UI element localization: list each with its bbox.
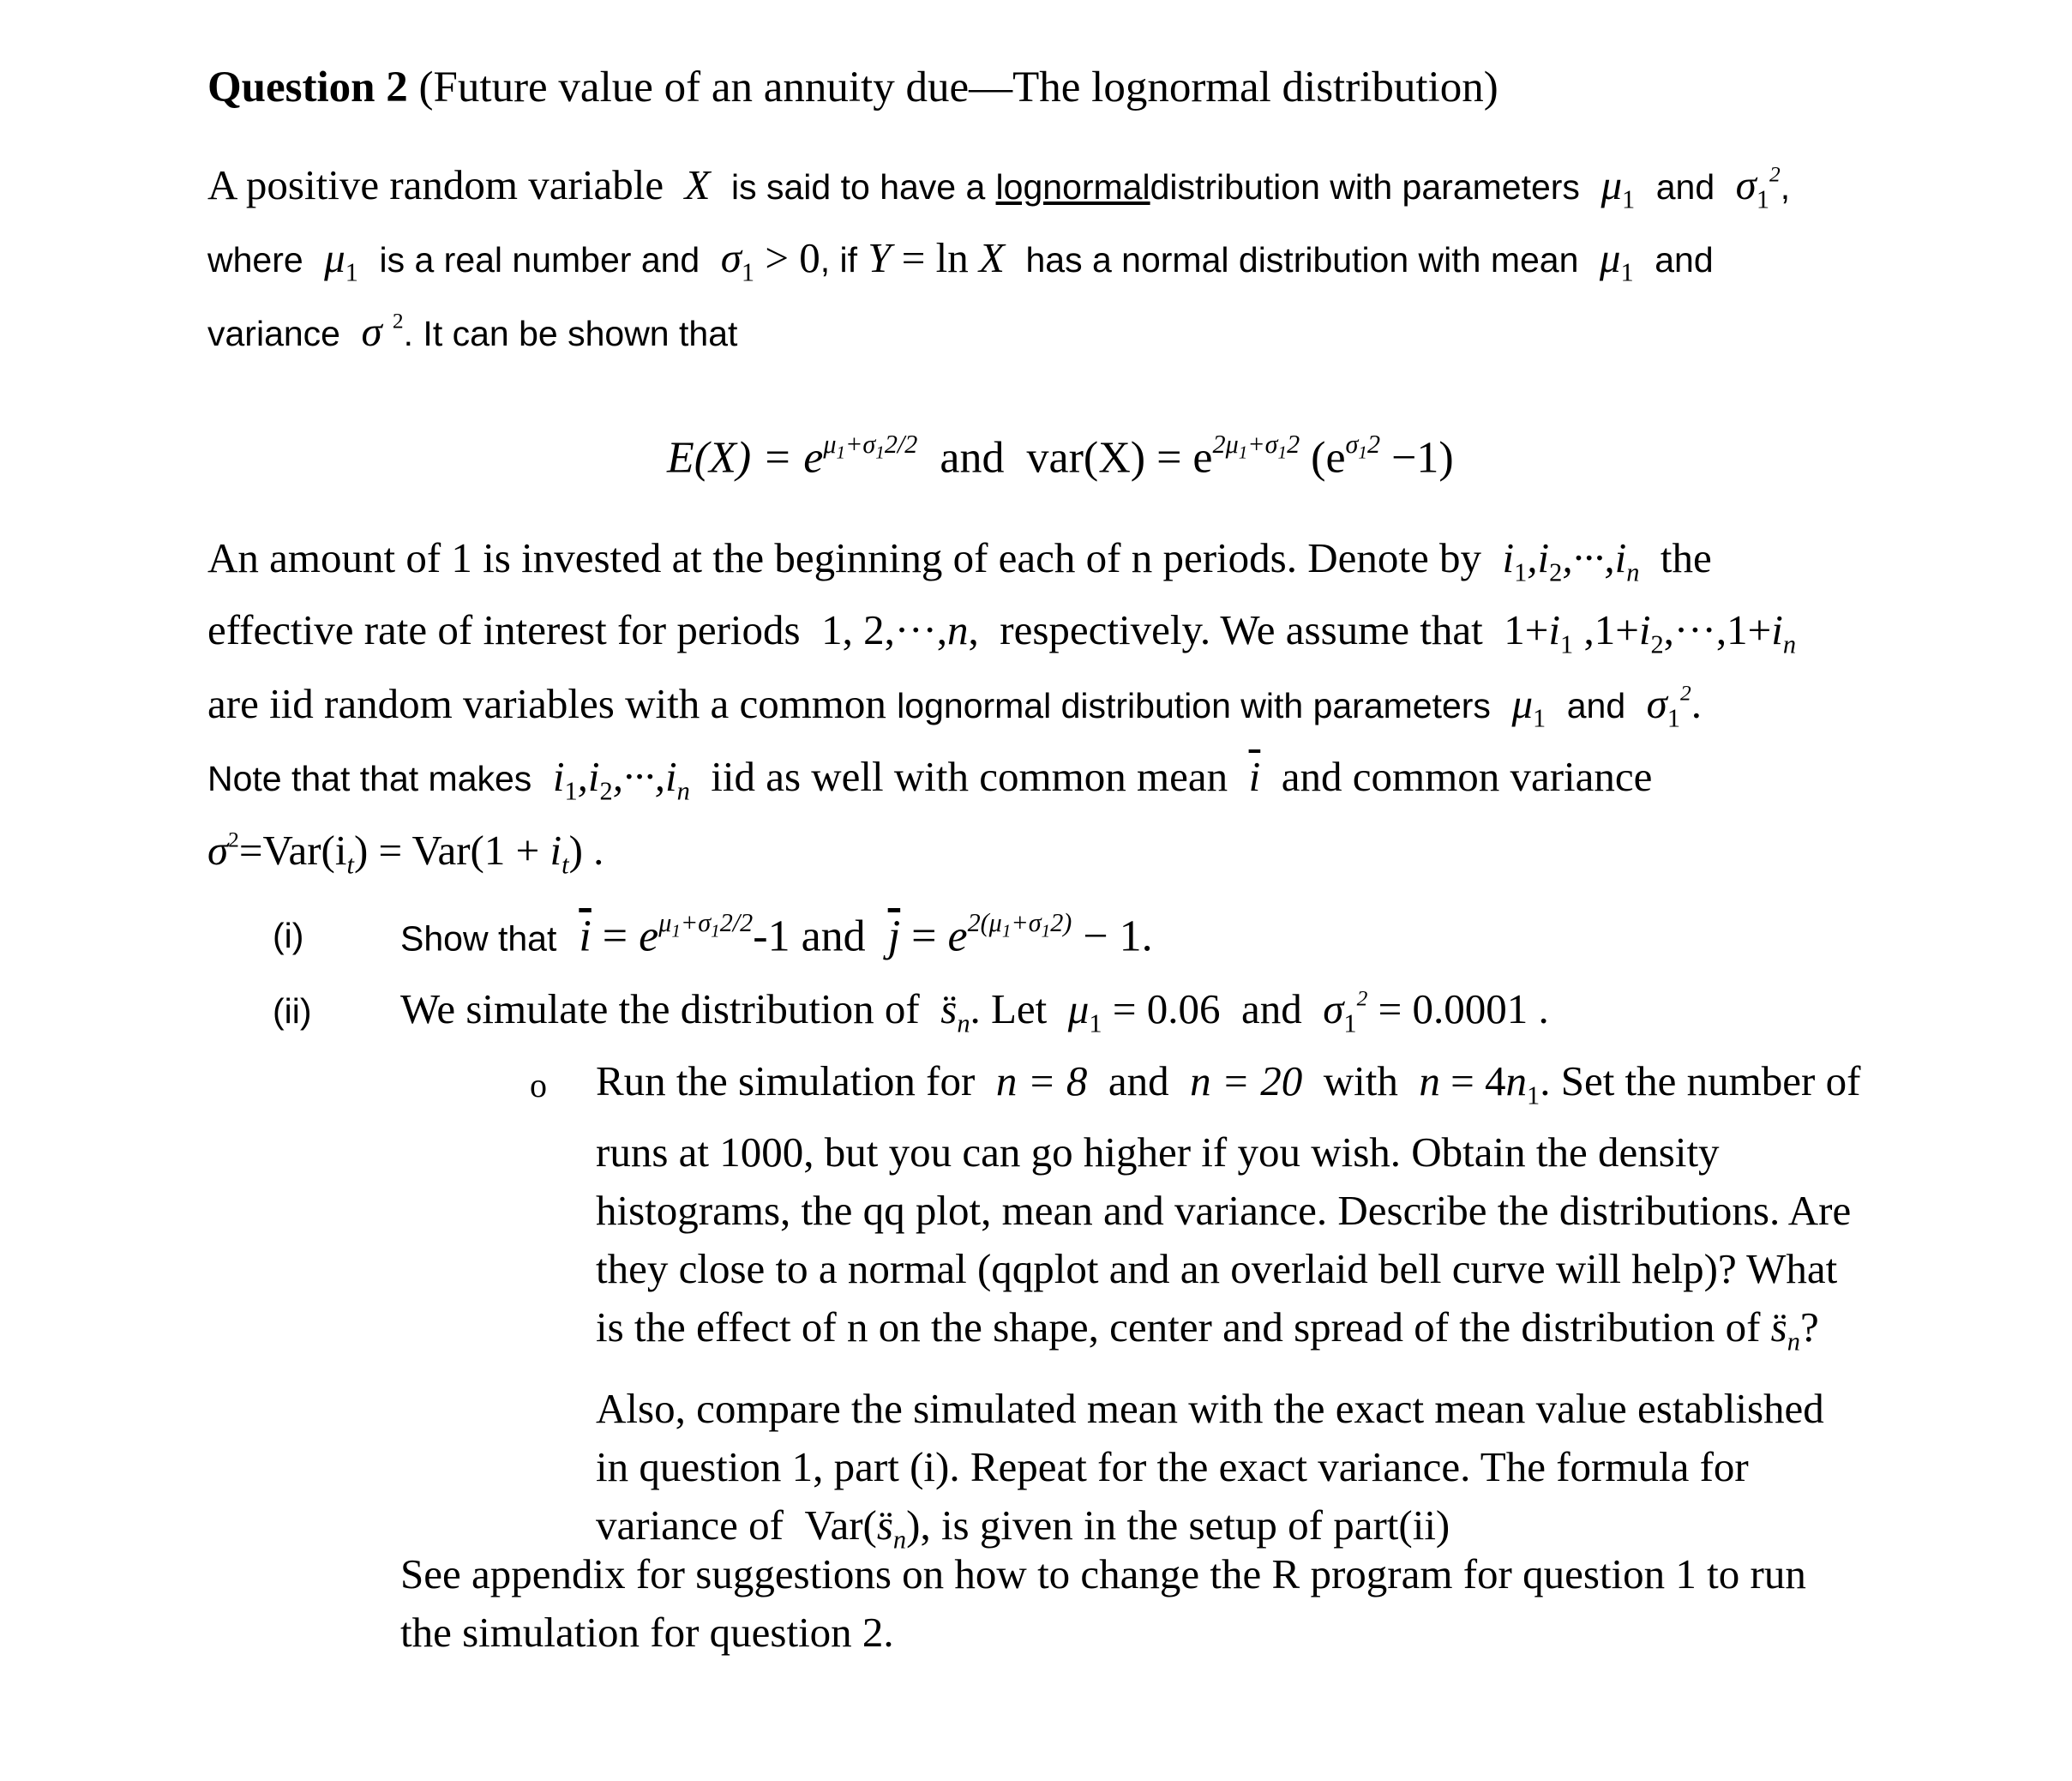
intro-line-2: where $\mu_1$ is a real number and $\sigma_1 > 0$, if Y = ln X has a normal distribution with mean $\mu_1$ and: [207, 234, 1714, 287]
intro-line-3: variance σ $^2$. It can be shown that: [207, 308, 738, 355]
question-subtitle: (Future value of an annuity due—The lognormal distribution): [418, 63, 1498, 111]
appendix-line-1: See appendix for suggestions on how to change the R program for question 1 to run: [400, 1550, 1806, 1597]
bullet-line-2: runs at 1000, but you can go higher if you wish. Obtain the density: [596, 1128, 1720, 1176]
question-title: [207, 62, 1498, 114]
appendix-note: [400, 1545, 1806, 1662]
lognormal-moments-formula: $E(X) = e^{\mu_1+\sigma_12/2}$ and $var(X) = e^{2\mu_1+\sigma_12}$ $(e^{\sigma_12} -1)$: [667, 430, 1454, 483]
bullet-marker: o: [530, 1066, 547, 1104]
appendix-line-2: the simulation for question 2.: [400, 1609, 894, 1656]
bullet-line-8: variance of $Var(s̈_n)$, is given in the setup of part(ii): [596, 1501, 1450, 1555]
bullet-line-4: they close to a normal (qqplot and an overlaid bell curve will help)? What: [596, 1245, 1838, 1292]
bullet-line-3: histograms, the qq plot, mean and variance. Describe the distributions. Are: [596, 1187, 1852, 1234]
body-line-4: Note that that makes $i_1,i_2,\cdot\cdot\cdot,i_n$ iid as well with common mean $\overline{i}$ and common variance: [207, 753, 1653, 806]
bullet-line-7: in question 1, part (i). Repeat for the exact variance. The formula for: [596, 1442, 1749, 1490]
bullet-line-5: is the effect of n on the shape, center and spread of the distribution of $s̈_n$?: [596, 1303, 1819, 1357]
body-line-5: $\sigma^2=Var(i_t) = Var(1 + i_t)$ .: [207, 827, 604, 880]
body-line-2: effective rate of interest for periods 1, 2,···,n, respectively. We assume that $1+i_1$ $,1+i_2,\cdot\cdot\cdot,1+i_n$: [207, 606, 1797, 659]
bullet-line-6: Also, compare the simulated mean with the exact mean value established: [596, 1384, 1824, 1432]
bullet-line-1: Run the simulation for n = 8 and n = 20 with $n = 4n_1$. Set the number of: [596, 1057, 1861, 1110]
body-line-1: An amount of 1 is invested at the beginning of each of n periods. Denote by $i_1,i_2,\cdot\cdot\cdot,i_n$ the: [207, 534, 1712, 587]
item-i-marker: (i): [273, 916, 304, 955]
intro-line-1: A positive random variable X is said to have a lognormaldistribution with parameters $\mu_1$ and $\sigma_1^2$,: [207, 161, 1791, 214]
lognormal-term: lognormal: [995, 167, 1150, 207]
item-ii-text: We simulate the distribution of $s̈_n$. Let $\mu_1 = 0.06$ and $\sigma_1^2 = 0.0001$ .: [400, 985, 1549, 1038]
question-label: Question 2: [207, 63, 408, 111]
bullet-paragraph: [596, 1123, 1851, 1568]
item-ii-marker: (ii): [273, 991, 312, 1031]
body-line-3: are iid random variables with a common lognormal distribution with parameters $\mu_1$ and $\sigma_1^2$.: [207, 680, 1702, 733]
item-i-text: Show that $\overline{i} = e^{\mu_1+\sigma_12/2}-1$ and $\overline{j} = e^{2(\mu_1+\sigma_12)} - 1$.: [400, 908, 1153, 961]
